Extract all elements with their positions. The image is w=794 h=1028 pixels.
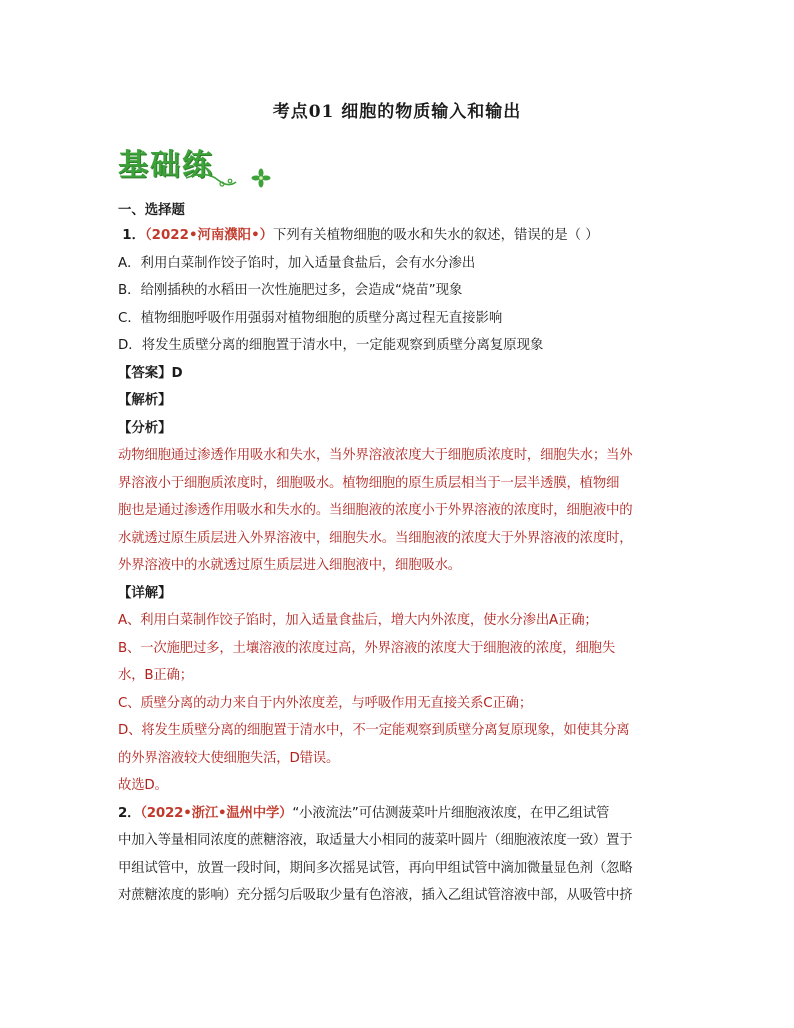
question-2-number: 2．: [118, 805, 141, 821]
question-1-source: （2022•河南濮阳•）: [144, 228, 274, 243]
question-1-answer: 【答案】D: [118, 365, 183, 381]
analysis-heading: 【解析】: [118, 393, 172, 408]
question-1-option-c: C．植物细胞呼吸作用强弱对植物细胞的质壁分离过程无直接影响: [118, 310, 503, 326]
question-2-line: 中加入等量相同浓度的蔗糖溶液，取适量大小相同的菠菜叶圆片（细胞液浓度一致）置于: [118, 833, 633, 848]
detail-conclusion: 故选D。: [118, 778, 168, 793]
fenxi-heading: 【分析】: [118, 420, 172, 436]
question-2-source: （2022•浙江•温州中学）: [140, 805, 293, 821]
detail-line: A、利用白菜制作饺子馅时，加入适量食盐后，增大内外浓度，使水分渗出A正确；: [118, 613, 598, 628]
logo-text: 基础练: [118, 148, 214, 183]
detail-line: B、一次施肥过多，土壤溶液的浓度过高，外界溶液的浓度大于细胞液的浓度，细胞失: [118, 640, 616, 656]
vine-decoration-icon: [118, 140, 278, 190]
fenxi-line: 动物细胞通过渗透作用吸水和失水，当外界溶液浓度大于细胞质浓度时，细胞失水；当外: [118, 448, 633, 463]
question-1-option-a: A．利用白菜制作饺子馅时，加入适量食盐后，会有水分渗出: [118, 255, 476, 271]
section-heading: 一、选择题: [118, 203, 185, 218]
question-1-option-b: B．给刚插秧的水稻田一次性施肥过多，会造成“烧苗”现象: [118, 283, 463, 298]
question-2-text: “小液流法”可估测菠菜叶片细胞液浓度，在甲乙组试管: [292, 805, 610, 821]
fenxi-line: 胞也是通过渗透作用吸水和失水的。当细胞液的浓度小于外界溶液的浓度时，细胞液中的: [118, 503, 633, 518]
question-1-number: 1．: [122, 228, 145, 243]
fenxi-line: 水就透过原生质层进入外界溶液中，细胞失水。当细胞液的浓度大于外界溶液的浓度时，: [118, 530, 633, 546]
question-2-stem: [118, 800, 680, 828]
question-1-text: 下列有关植物细胞的吸水和失水的叙述，错误的是（ ）: [273, 228, 599, 243]
question-2-line: 甲组试管中，放置一段时间，期间多次摇晃试管，再向甲组试管中滴加微量显色剂（忽略: [118, 860, 633, 876]
question-2-line: 对蔗糖浓度的影响）充分摇匀后吸取少量有色溶液，插入乙组试管溶液中部，从吸管中挤: [118, 888, 633, 903]
fenxi-line: 外界溶液中的水就透过原生质层进入细胞液中，细胞吸水。: [118, 558, 461, 573]
question-1-option-d: D．将发生质壁分离的细胞置于清水中，一定能观察到质壁分离复原现象: [118, 338, 544, 353]
detail-line: D、将发生质壁分离的细胞置于清水中，不一定能观察到质壁分离复原现象，如使其分离: [118, 723, 630, 738]
detail-heading: 【详解】: [118, 585, 172, 601]
detail-line: 水，B正确；: [118, 668, 193, 683]
detail-line: 的外界溶液较大使细胞失活，D错误。: [118, 750, 340, 766]
fenxi-line: 界溶液小于细胞质浓度时，细胞吸水。植物细胞的原生质层相当于一层半透膜，植物细: [118, 475, 620, 491]
basic-practice-logo: [118, 140, 278, 190]
question-1-stem: [118, 222, 680, 250]
document-content: [118, 200, 680, 910]
page-title: 考点01 细胞的物质输入和输出: [272, 102, 522, 122]
detail-line: C、质壁分离的动力来自于内外浓度差，与呼吸作用无直接关系C正确；: [118, 695, 533, 711]
